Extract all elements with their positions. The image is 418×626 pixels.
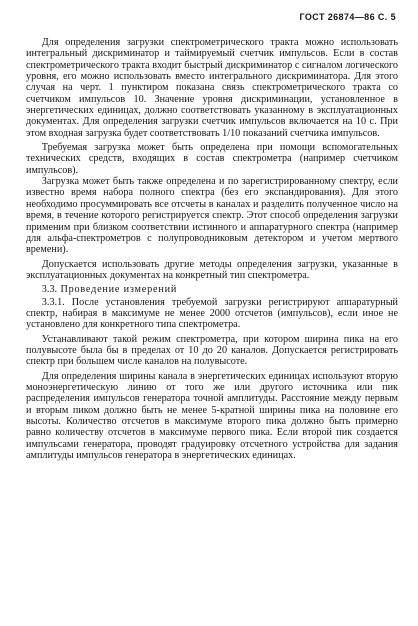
paragraph: Допускается использовать другие методы определения загрузки, указанные в эксплуатационных документах на конкретный тип спектрометра. <box>26 258 398 281</box>
section-heading <box>26 284 398 295</box>
paragraph: Устанавливают такой режим спектрометра, при котором ширина пика на его полувысоте была бы в пределах от 10 до 20 каналов. Допускается регистрировать спектр при большем числе каналов на полувысоте. <box>26 333 398 368</box>
section-number: 3.3. <box>41 284 58 296</box>
section-title: Проведение измерений <box>60 284 178 296</box>
paragraph: Загрузка может быть также определена и по зарегистрированному спектру, если известно время набора полного спектра (без его экспандирования). Для этого необходимо просуммировать все отсчеты в каналах и разделить полученное число на время, в течение которого регистрируется спектр. Этот способ определения загрузки применим при близком соответствии истинного и аппаратурного спектра (например для альфа-спектрометров с полупроводниковым детектором и учетом мертвого времени). <box>26 176 398 256</box>
paragraph: 3.3.1. После установления требуемой загрузки регистрируют аппаратурный спектр, набирая в максимуме не менее 2000 отсчетов (импульсов), если иное не установлено для конкретного типа спектрометра. <box>26 296 398 331</box>
paragraph: Для определения ширины канала в энергетических единицах используют вторую моноэнергетическую линию от того же или другого источника или пик распределения импульсов генератора точной амплитуды. Расстояние между первым и вторым пиком должно быть не менее 5-кратной ширины пика на половине его высоты. Количество отсчетов в максимуме второго пика должно быть примерно равно количеству отсчетов в максимуме первого пика. Если второй пик создается импульсами генератора, проводят градуировку отсчетного устройства для задания амплитуды импульсов генератора в энергетических единицах. <box>26 370 398 462</box>
document-body <box>26 37 398 461</box>
page-header: ГОСТ 26874—86 С. 5 <box>299 12 396 22</box>
paragraph: Требуемая загрузка может быть определена при помощи вспомогательных технических средств, входящих в состав спектрометра (например счетчиком импульсов). <box>26 142 398 176</box>
paragraph: Для определения загрузки спектрометрического тракта можно использовать интегральный дискриминатор и таймируемый счетчик импульсов. Если в состав спектрометрического тракта входит быстрый дискриминатор с сигналом логического уровня, его можно использовать вместо интегрального дискриминатора. Для этого случая на черт. 1 пунктиром показана связь спектрометрического тракта со счетчиком импульсов 10. Значение уровня дискриминации, установленное в энергетических единицах, должно соответствовать указанному в эксплуатационных документах. Для определения загрузки счетчик импульсов включается на 10 с. При этом входная загрузка будет соответствовать 1/10 показаний счетчика импульсов. <box>26 37 398 139</box>
